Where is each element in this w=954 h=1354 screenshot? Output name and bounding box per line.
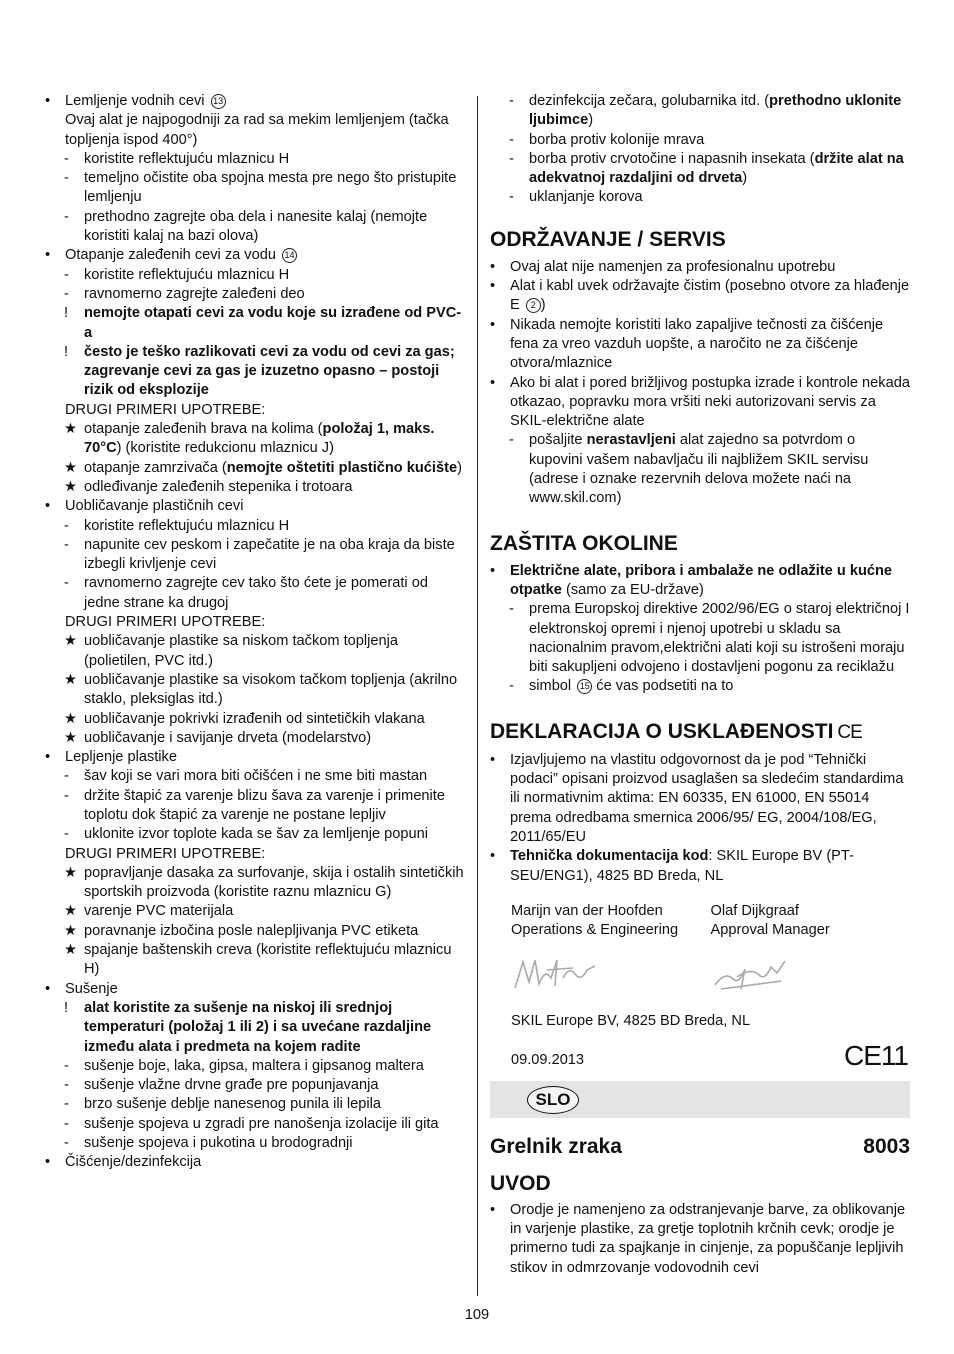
list-text: DRUGI PRIMERI UPOTREBE:: [65, 845, 266, 862]
list-item: [45, 343, 465, 401]
language-bar: [490, 1081, 910, 1118]
figure-ref: 2: [526, 298, 541, 313]
list-marker: ★: [64, 710, 78, 727]
list-item: [490, 751, 910, 847]
list-marker: •: [45, 749, 51, 766]
list-item: [45, 92, 465, 111]
list-marker: -: [509, 601, 514, 618]
list-text: će vas podsetiti na to: [592, 678, 734, 695]
list-text: (samo za EU-države): [561, 581, 704, 598]
list-item: [45, 478, 465, 497]
list-item: [490, 374, 910, 432]
list-item: [45, 1134, 465, 1153]
list-text: brzo sušenje deblje nanesenog punila ili lepila: [84, 1096, 381, 1113]
list-text-bold: nemojte oštetiti plastično kućište: [226, 459, 458, 476]
intro-list: [490, 1201, 910, 1278]
list-text: borba protiv kolonije mrava: [529, 131, 705, 148]
list-item: [45, 787, 465, 826]
list-text-bold: često je teško razlikovati cevi za vodu od cevi za gas; zagrevanje cevi za gas je izuzetno opasno – postoji rizik od eksplozije: [84, 343, 455, 399]
list-text: uklanjanje korova: [529, 189, 643, 206]
maintenance-list: [490, 258, 910, 509]
signer-2-name: Olaf Dijkgraaf: [710, 902, 799, 919]
list-marker: •: [45, 93, 51, 109]
list-marker: ★: [64, 633, 78, 650]
list-text: prema Europskoj direktive 2002/96/EG o staroj električnoj I elektronskoj opremi i njenoj upotrebi u skladu sa nacionalnim pravom,električni alati koji su istrošeni moraju biti sakupljeni odvojeno i dostavljeni pogonu za reciklažu: [529, 601, 910, 676]
list-item: [45, 1153, 465, 1172]
list-text: varenje PVC materijala: [84, 903, 234, 920]
figure-ref: 13: [211, 94, 226, 109]
list-marker: -: [509, 150, 514, 167]
list-text: alat zajedno sa potvrdom o kupovini vašem nabavljaču ili najbližem SKIL servisu (adrese i oznake rezervnih delova možete naći na www.skil.com): [529, 432, 869, 507]
list-text: sušenje spojeva u zgradi pre nanošenja izolacije ili gita: [84, 1115, 439, 1132]
list-text: koristite reflektujuću mlaznicu H: [84, 150, 290, 167]
signer-2: [711, 902, 911, 941]
list-text: DRUGI PRIMERI UPOTREBE:: [65, 614, 266, 631]
list-marker: -: [509, 189, 514, 206]
list-item: [45, 767, 465, 786]
list-marker: •: [490, 258, 496, 275]
list-text: sušenje vlažne drvne građe pre popunjavanja: [84, 1077, 379, 1094]
list-item: [490, 1201, 910, 1278]
list-item: [45, 1076, 465, 1095]
maintenance-heading: ODRŽAVANJE / SERVIS: [490, 227, 726, 251]
list-text-bold: Tehnička dokumentacija kod: [510, 848, 709, 865]
list-marker: -: [64, 266, 69, 283]
list-text: uobličavanje plastike sa niskom tačkom topljenja (polietilen, PVC itd.): [84, 633, 398, 669]
list-item: [45, 169, 465, 208]
list-item: [490, 92, 910, 131]
list-marker: ★: [64, 729, 78, 746]
list-text: Izjavljujemo na vlastitu odgovornost da je pod “Tehnički podaci” opisani proizvod usaglašen sa sledećim standardima ili normativnim aktima: EN 60335, EN 61000, EN 55014 prema odredbama smernica 2006/95/ EG, 2004/108/EG, 2011/65/EU: [510, 751, 904, 845]
list-item: [45, 729, 465, 748]
list-marker: •: [45, 498, 51, 515]
list-text-bold: Električne alate, pribora i ambalaže ne odlažite u kućne otpatke: [510, 562, 893, 598]
list-text-bold: nerastavljeni: [586, 432, 676, 449]
list-item: [45, 459, 465, 478]
list-item: [45, 845, 465, 864]
list-text: Otapanje zaleđenih cevi za vodu: [65, 247, 280, 264]
list-text: koristite reflektujuću mlaznicu H: [84, 517, 290, 534]
list-text: Uobličavanje plastičnih cevi: [65, 498, 244, 515]
page-number: 109: [464, 1307, 490, 1323]
signature-2-image: [711, 951, 911, 1002]
list-item: [490, 431, 910, 508]
list-marker: -: [64, 170, 69, 187]
ce-mark: CE11: [844, 1039, 908, 1071]
list-marker: ★: [64, 459, 78, 476]
list-item: [490, 150, 910, 189]
list-text: ravnomerno zagrejte cev tako što ćete je pomerati od jedne strane ka drugoj: [84, 575, 428, 611]
list-text-bold: nemojte otapati cevi za vodu koje su izrađene od PVC-a: [84, 305, 462, 341]
list-text: koristite reflektujuću mlaznicu H: [84, 266, 290, 283]
list-marker: •: [490, 751, 496, 768]
left-column: [45, 92, 465, 1173]
list-item: [45, 941, 465, 980]
list-item: [490, 600, 910, 677]
list-item: [45, 246, 465, 265]
ce-symbol: CE: [837, 721, 862, 743]
list-text: sušenje boje, laka, gipsa, maltera i gipsanog maltera: [84, 1057, 424, 1074]
environment-heading: ZAŠTITA OKOLINE: [490, 531, 678, 555]
list-text-bold: položaj 1, maks. 70°C: [84, 421, 435, 457]
environment-list: [490, 562, 910, 697]
list-item: [45, 922, 465, 941]
list-text-bold: alat koristite za sušenje na niskoj ili srednjoj temperaturi (položaj 1 ili 2) i sa uvećane razdaljine između alata i predmeta na kojem radite: [84, 999, 432, 1055]
list-marker: -: [64, 536, 69, 553]
list-item: [45, 420, 465, 459]
list-item: [490, 131, 910, 150]
list-text: Čišćenje/dezinfekcija: [65, 1154, 202, 1171]
list-item: [45, 150, 465, 169]
list-item: [45, 671, 465, 710]
list-item: [45, 710, 465, 729]
list-item: [45, 632, 465, 671]
list-item: [45, 902, 465, 921]
list-marker: ★: [64, 922, 78, 939]
list-text: Sušenje: [65, 980, 118, 997]
list-marker: -: [64, 575, 69, 592]
list-text: simbol: [529, 678, 576, 695]
list-item: [45, 613, 465, 632]
list-text: držite štapić za varenje blizu šava za varenje i primenite toplotu dok štapić za varenje ne postane lepljiv: [84, 787, 445, 823]
list-text: DRUGI PRIMERI UPOTREBE:: [65, 401, 266, 418]
cleaning-sublist: [490, 92, 910, 208]
list-item: [490, 258, 910, 277]
list-item: [45, 285, 465, 304]
list-marker: •: [45, 247, 51, 264]
signer-1: [511, 902, 711, 941]
list-marker: ★: [64, 942, 78, 959]
list-text: popravljanje dasaka za surfovanje, skija i ostalih sintetičkih sportskih proizvoda (koristite raznu mlaznicu G): [84, 864, 464, 901]
figure-ref: 14: [282, 248, 297, 263]
list-item: [45, 497, 465, 516]
list-text: : SKIL Europe BV (PT-SEU/ENG1), 4825 BD Breda, NL: [510, 848, 854, 884]
list-marker: -: [64, 1115, 69, 1132]
list-item: [45, 1095, 465, 1114]
list-item: [45, 574, 465, 613]
list-item: [45, 266, 465, 285]
list-text: šav koji se vari mora biti očišćen i ne sme biti mastan: [84, 768, 428, 785]
list-text: poravnanje izbočina posle nalepljivanja PVC etiketa: [84, 922, 419, 939]
list-marker: •: [490, 562, 496, 579]
list-marker: -: [509, 93, 514, 109]
declaration-title: DEKLARACIJA O USKLAĐENOSTI: [490, 719, 834, 743]
signature-1-image: [511, 948, 711, 1004]
signer-2-role: Approval Manager: [710, 922, 830, 939]
list-marker: !: [64, 343, 69, 360]
list-marker: -: [509, 432, 514, 449]
list-item: [45, 748, 465, 767]
list-marker: •: [490, 1201, 496, 1218]
list-text: prethodno zagrejte oba dela i nanesite kalaj (nemojte koristiti kalaj na bazi olova): [84, 208, 428, 245]
list-marker: -: [64, 517, 69, 534]
list-text: dezinfekcija zečara, golubarnika itd. (: [529, 93, 770, 109]
list-text: napunite cev peskom i zapečatite je na oba kraja da biste izbegli krivljenje cevi: [84, 536, 455, 573]
list-item: [45, 401, 465, 420]
list-marker: -: [64, 826, 69, 843]
declaration-date: 09.09.2013: [511, 1052, 585, 1069]
list-marker: ★: [64, 671, 78, 688]
list-marker: -: [64, 1096, 69, 1113]
list-text: ): [457, 459, 462, 476]
list-marker: -: [64, 1057, 69, 1074]
list-item: [45, 1115, 465, 1134]
list-text: pošaljite: [529, 432, 587, 449]
list-marker: -: [64, 208, 69, 225]
list-text: Ako bi alat i pored brižljivog postupka izrade i kontrole nekada otkazao, popravku mora vršiti neki autorizovani servis za SKIL-električne alate: [510, 374, 910, 430]
company-address: SKIL Europe BV, 4825 BD Breda, NL: [511, 1013, 751, 1030]
list-item: [490, 677, 910, 696]
list-text: uobličavanje plastike sa visokom tačkom topljenja (akrilno staklo, pleksiglas itd.): [84, 671, 458, 708]
list-text: Ovaj alat je najpogodniji za rad sa mekim lemljenjem (tačka topljenja ispod 400°): [65, 112, 449, 148]
list-text: sušenje spojeva i pukotina u brodogradnji: [84, 1135, 353, 1152]
language-badge: SLO: [527, 1086, 579, 1114]
list-text: Orodje je namenjeno za odstranjevanje barve, za oblikovanje in varjenje plastike, za gretje toplotnih krčnih cevk; orodje je primerno tudi za spajkanje in cinjenje, za popuščanje lepljivih stikov in odmrzovanje vodovodnih cevi: [510, 1201, 906, 1276]
product-name: Grelnik zraka: [490, 1134, 622, 1158]
list-marker: -: [64, 1077, 69, 1094]
list-item: [45, 304, 465, 343]
list-marker: •: [45, 1154, 51, 1171]
list-text: otapanje zaleđenih brava na kolima (: [84, 421, 323, 438]
list-text-bold: prethodno uklonite ljubimce: [529, 93, 902, 129]
list-item: [45, 111, 465, 150]
figure-ref: 15: [577, 679, 592, 694]
list-marker: •: [490, 278, 496, 295]
list-item: [490, 847, 910, 886]
list-marker: -: [64, 768, 69, 785]
list-item: [490, 277, 910, 316]
list-text: otapanje zamrzivača (: [84, 459, 227, 476]
list-text-bold: držite alat na adekvatnoj razdaljini od drveta: [529, 150, 904, 187]
list-text: uobličavanje i savijanje drveta (modelarstvo): [84, 729, 372, 746]
list-text: Alat i kabl uvek održavajte čistim (posebno otvore za hlađenje E: [510, 278, 910, 314]
list-text: Ovaj alat nije namenjen za profesionalnu upotrebu: [510, 258, 836, 275]
list-marker: •: [490, 374, 496, 391]
signature-block: [490, 902, 910, 1071]
list-text: ) (koristite redukcionu mlaznicu J): [116, 440, 334, 457]
list-marker: -: [64, 1135, 69, 1152]
list-marker: •: [490, 848, 496, 865]
list-marker: !: [64, 999, 69, 1016]
declaration-heading: [490, 720, 910, 745]
list-item: [45, 825, 465, 844]
list-item: [45, 980, 465, 999]
list-item: [45, 999, 465, 1057]
list-item: [490, 188, 910, 207]
list-text: ): [540, 297, 546, 314]
list-text: borba protiv crvotočine i napasnih insekata (: [529, 150, 815, 167]
list-marker: -: [509, 131, 514, 148]
list-text: ravnomerno zagrejte zaleđeni deo: [84, 285, 305, 302]
column-divider: [477, 96, 478, 1296]
list-marker: ★: [64, 421, 78, 438]
list-marker: ★: [64, 864, 78, 881]
list-item: [490, 562, 910, 601]
product-model: 8003: [863, 1134, 910, 1158]
list-marker: -: [64, 787, 69, 804]
list-item: [490, 316, 910, 374]
list-item: [45, 208, 465, 247]
list-text: spajanje baštenskih creva (koristite reflektujuću mlaznicu H): [84, 942, 452, 978]
list-text: uklonite izvor toplote kada se šav za lemljenje popuni: [84, 826, 428, 843]
list-marker: !: [64, 305, 69, 322]
list-text: uobličavanje pokrivki izrađenih od sintetičkih vlakana: [84, 710, 425, 727]
list-marker: •: [45, 980, 51, 997]
list-item: [45, 864, 465, 903]
intro-heading: UVOD: [490, 1171, 551, 1195]
list-item: [45, 1057, 465, 1076]
signer-1-name: Marijn van der Hoofden: [511, 902, 663, 919]
product-heading: [490, 1135, 910, 1159]
list-marker: -: [64, 150, 69, 167]
list-item: [45, 536, 465, 575]
list-text: Nikada nemojte koristiti lako zapaljive tečnosti za čišćenje fena za vreo vazduh uopšte, a naročito ne za čišćenje otvora/mlaznice: [510, 316, 884, 372]
list-item: [45, 517, 465, 536]
list-text: Lepljenje plastike: [65, 749, 177, 766]
declaration-list: [490, 751, 910, 886]
list-text: ): [742, 170, 748, 187]
list-text: odleđivanje zaleđenih stepenika i trotoara: [84, 478, 353, 495]
list-text: temeljno očistite oba spojna mesta pre nego što pristupite lemljenju: [84, 170, 457, 206]
list-text: ): [588, 112, 594, 129]
signer-1-role: Operations & Engineering: [511, 922, 679, 939]
list-marker: •: [490, 316, 496, 333]
list-marker: -: [509, 678, 514, 695]
right-column: [490, 92, 910, 1278]
list-marker: ★: [64, 903, 78, 920]
list-text: Lemljenje vodnih cevi: [65, 93, 209, 109]
list-marker: ★: [64, 478, 78, 495]
list-marker: -: [64, 285, 69, 302]
